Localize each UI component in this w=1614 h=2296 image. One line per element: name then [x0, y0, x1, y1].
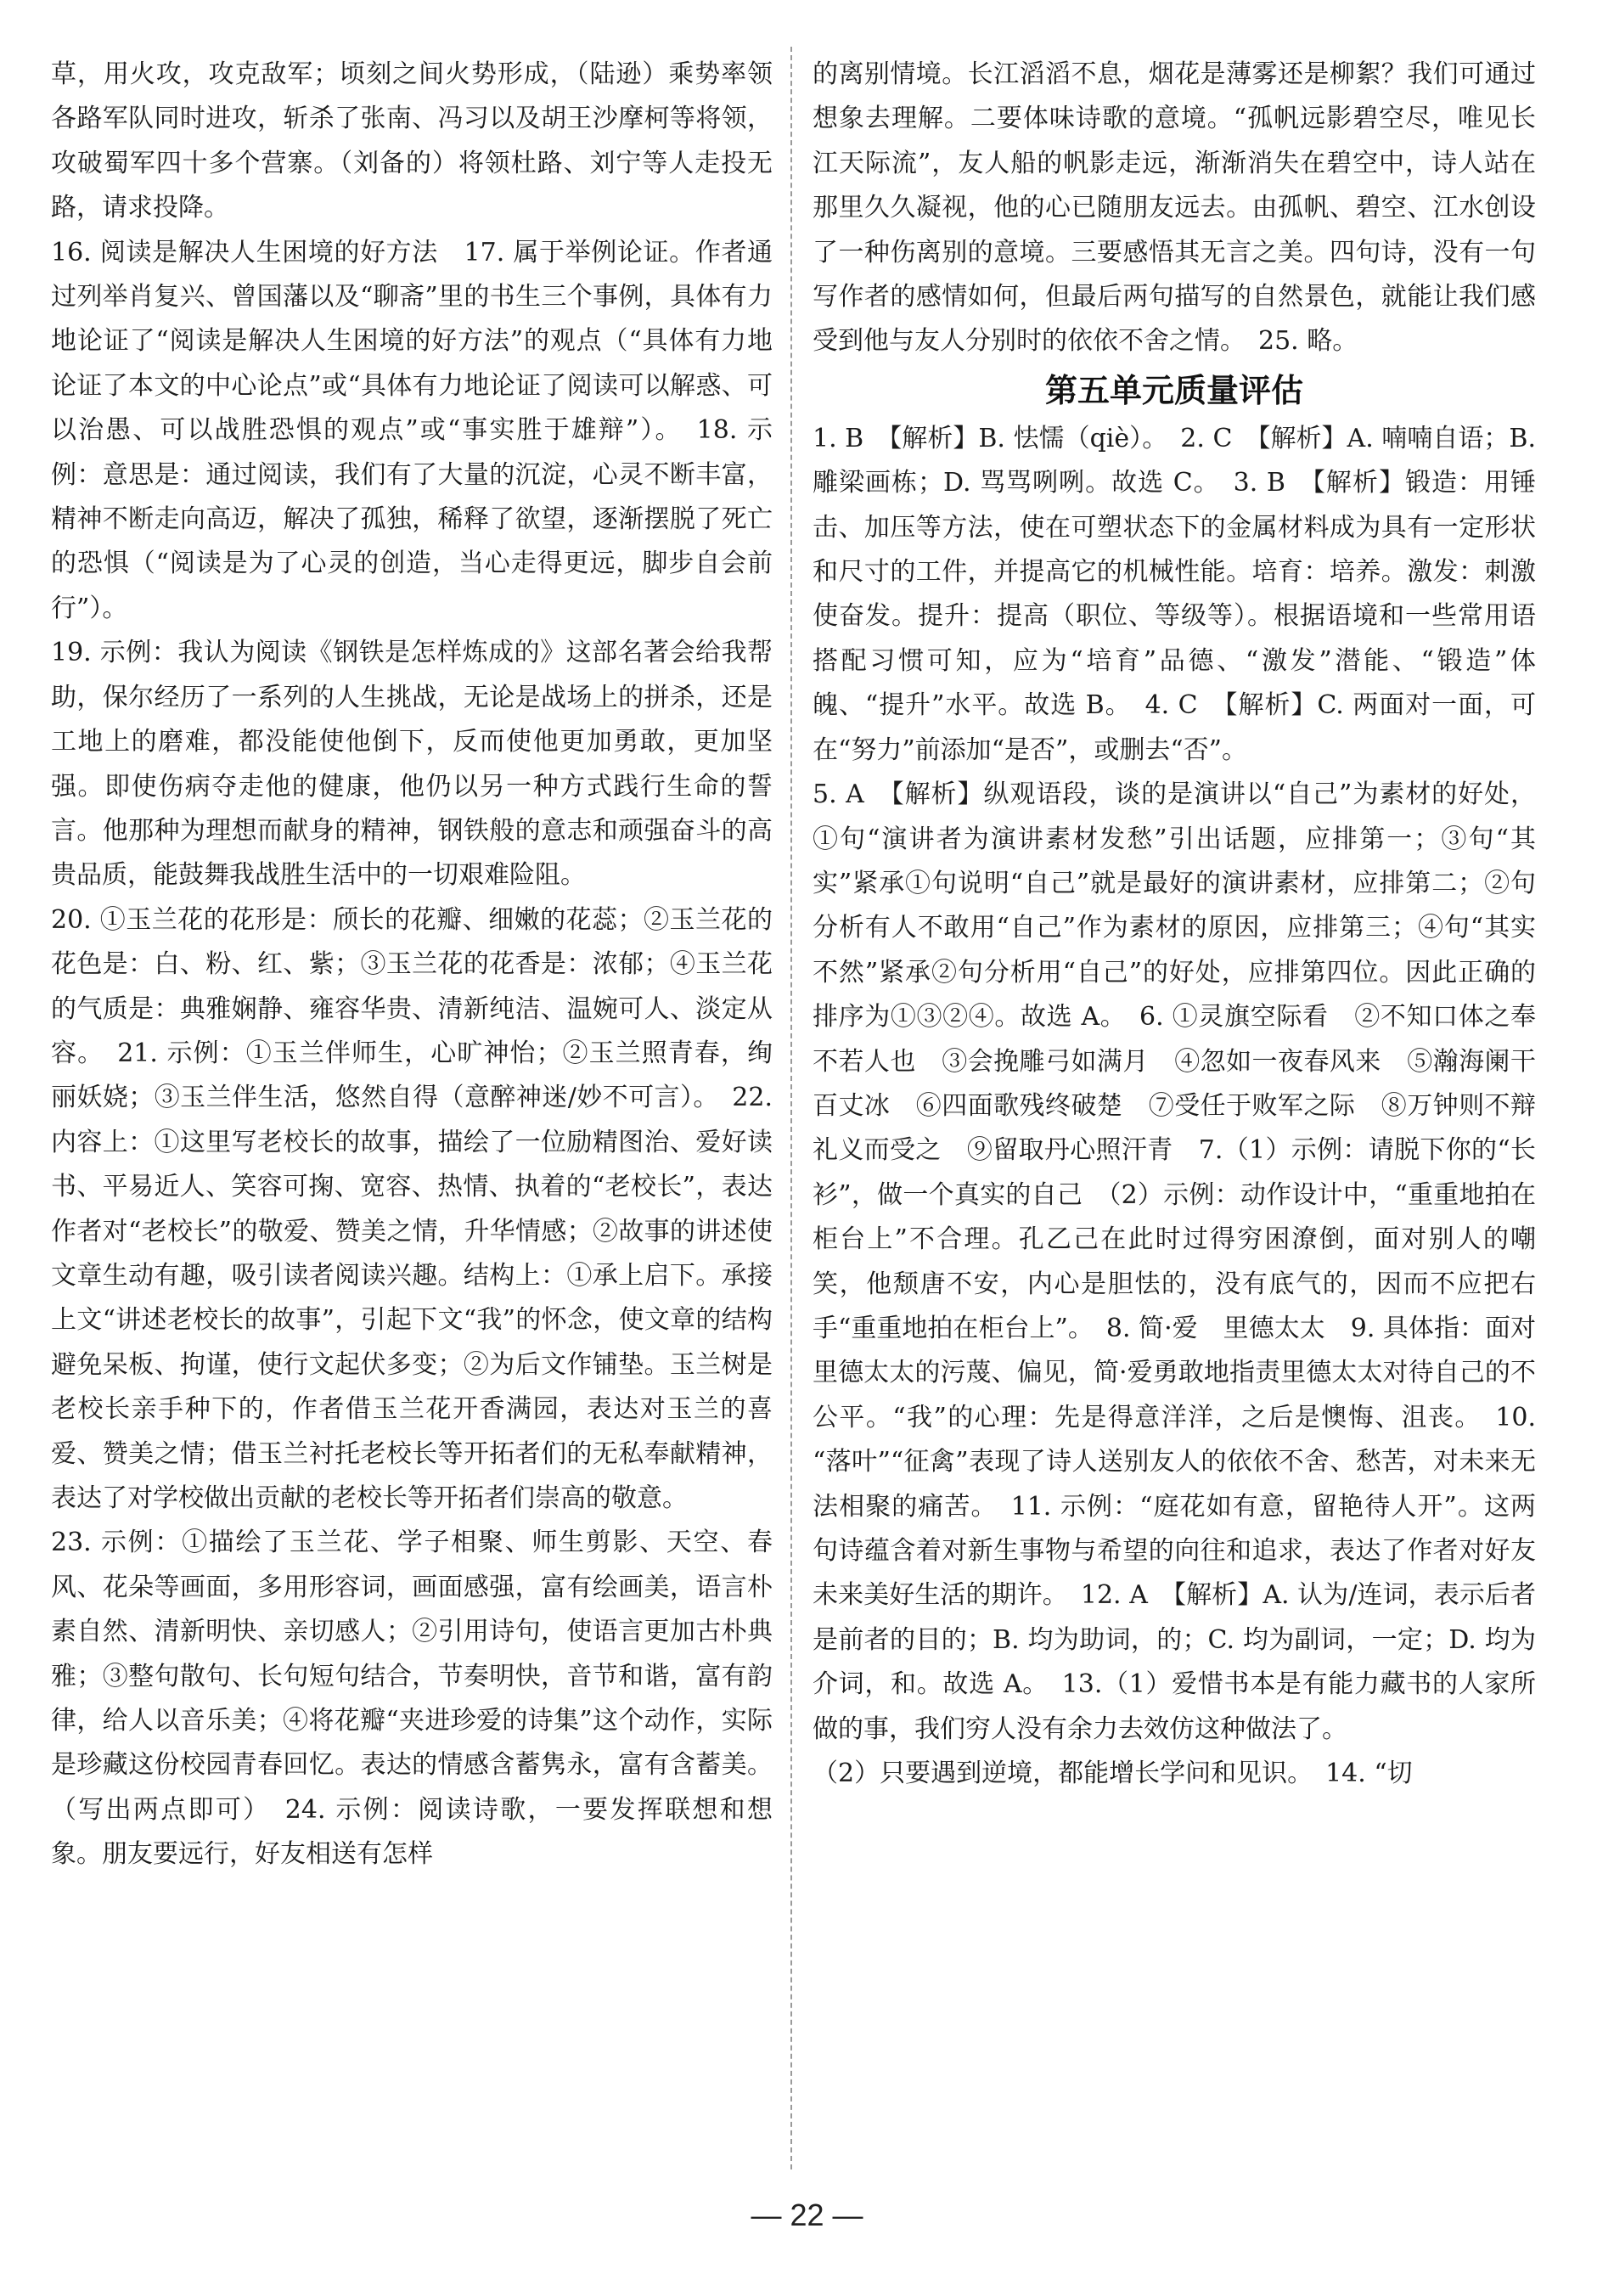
answer-paragraph: 1. B 【解析】B. 怯懦（qiè）。 2. C 【解析】A. 喃喃自语；B. 雕梁画栋；D. 骂骂咧咧。故选 C。 3. B 【解析】锻造：用锤击、加压等方法，使在可塑状态下的金属材料成为具有一定形状和尺寸的工件，并提高它的机械性能。培育：培养。激发：刺激使奋发。提升：提高（职位、等级等）。根据语境和一些常用语搭配习惯可知，应为“培育”品德、“激发”潜能、“锻造”体魄、“提升”水平。故选 B。 4. C 【解析】C. 两面对一面，可在“努力”前添加“是否”，或删去“否”。 [813, 423, 1536, 765]
answer-paragraph: 5. A 【解析】纵观语段，谈的是演讲以“自己”为素材的好处，①句“演讲者为演讲素材发愁”引出话题，应排第一；③句“其实”紧承①句说明“自己”就是最好的演讲素材，应排第二；②句分析有人不敢用“自己”作为素材的原因，应排第三；④句“其实不然”紧承②句分析用“自己”的好处，应排第四位。因此正确的排序为①③②④。故选 A。 6. ①灵旗空际看 ②不知口体之奉不若人也 ③会挽雕弓如满月 ④忽如一夜春风来 ⑤瀚海阑干百丈冰 ⑥四面歌残终破楚 ⑦受任于败军之际 ⑧万钟则不辩礼义而受之 ⑨留取丹心照汗青 7.（1）示例：请脱下你的“长衫”，做一个真实的自己 （2）示例：动作设计中，“重重地拍在柜台上”不合理。孔乙己在此时过得穷困潦倒，面对别人的嘲笑，他颓唐不安，内心是胆怯的，没有底气的，因而不应把右手“重重地拍在柜台上”。 8. 简·爱 里德太太 9. 具体指：面对里德太太的污蔑、偏见，简·爱勇敢地指责里德太太对待自己的不公平。“我”的心理：先是得意洋洋，之后是懊悔、沮丧。 10. “落叶”“征禽”表现了诗人送别友人的依依不舍、愁苦，对未来无法相聚的痛苦。 11. 示例：“庭花如有意，留艳待人开”。这两句诗蕴含着对新生事物与希望的向往和追求，表达了作者对好友未来美好生活的期许。 12. A 【解析】A. 认为/连词，表示后者是前者的目的；B. 均为助词，的；C. 均为副词，一定；D. 均为介词，和。故选 A。 13.（1）爱惜书本是有能力藏书的人家所做的事，我们穷人没有余力去效仿这种做法了。 [813, 779, 1536, 1744]
answer-paragraph: 19. 示例：我认为阅读《钢铁是怎样炼成的》这部名著会给我帮助，保尔经历了一系列的人生挑战，无论是战场上的拼杀，还是工地上的磨难，都没能使他倒下，反而使他更加勇敢，更加坚强。即使伤病夺走他的健康，他仍以另一种方式践行生命的誓言。他那种为理想而献身的精神，钢铁般的意志和顽强奋斗的高贵品质，能鼓舞我战胜生活中的一切艰难险阻。 [51, 638, 773, 891]
answer-paragraph: 20. ①玉兰花的花形是：颀长的花瓣、细嫩的花蕊；②玉兰花的花色是：白、粉、红、紫；③玉兰花的花香是：浓郁；④玉兰花的气质是：典雅娴静、雍容华贵、清新纯洁、温婉可人、淡定从容。 21. 示例：①玉兰伴师生，心旷神怡；②玉兰照青春，绚丽妖娆；③玉兰伴生活，悠然自得（意醉神迷/妙不可言）。 22. 内容上：①这里写老校长的故事，描绘了一位励精图治、爱好读书、平易近人、笑容可掬、宽容、热情、执着的“老校长”，表达作者对“老校长”的敬爱、赞美之情，升华情感；②故事的讲述使文章生动有趣，吸引读者阅读兴趣。结构上：①承上启下。承接上文“讲述老校长的故事”，引起下文“我”的怀念，使文章的结构避免呆板、拘谨，使行文起伏多变；②为后文作铺垫。玉兰树是老校长亲手种下的，作者借玉兰花开香满园，表达对玉兰的喜爱、赞美之情；借玉兰衬托老校长等开拓者们的无私奉献精神，表达了对学校做出贡献的老校长等开拓者们崇高的敬意。 [51, 904, 773, 1513]
answer-paragraph: 23. 示例：①描绘了玉兰花、学子相聚、师生剪影、天空、春风、花朵等画面，多用形容词，画面感强，富有绘画美，语言朴素自然、清新明快、亲切感人；②引用诗句，使语言更加古朴典雅；③整句散句、长句短句结合，节奏明快，音节和谐，富有韵律，给人以音乐美；④将花瓣“夹进珍爱的诗集”这个动作，实际是珍藏这份校园青春回忆。表达的情感含蓄隽永，富有含蓄美。（写出两点即可） 24. 示例：阅读诗歌，一要发挥联想和想象。朋友要远行，好友相送有怎样 [51, 1528, 773, 1870]
page-number: — 22 — [751, 2198, 863, 2232]
column-divider [790, 47, 792, 2169]
left-column [51, 53, 773, 1877]
answer-paragraph: 16. 阅读是解决人生困境的好方法 17. 属于举例论证。作者通过列举肖复兴、曾国藩以及“聊斋”里的书生三个事例，具体有力地论证了“阅读是解决人生困境的好方法”的观点（“具体有力地论证了本文的中心论点”或“具体有力地论证了阅读可以解惑、可以治愚、可以战胜恐惧的观点”或“事实胜于雄辩”）。 18. 示例：意思是：通过阅读，我们有了大量的沉淀，心灵不断丰富，精神不断走向高迈，解决了孤独，稀释了欲望，逐渐摆脱了死亡的恐惧（“阅读是为了心灵的创造，当心走得更远，脚步自会前行”）。 [51, 237, 773, 623]
section-title: 第五单元质量评估 [1044, 371, 1303, 409]
answer-paragraph: 的离别情境。长江滔滔不息，烟花是薄雾还是柳絮？我们可通过想象去理解。二要体味诗歌的意境。“孤帆远影碧空尽，唯见长江天际流”，友人船的帆影走远，渐渐消失在碧空中，诗人站在那里久久凝视，他的心已随朋友远去。由孤帆、碧空、江水创设了一种伤离别的意境。三要感悟其无言之美。四句诗，没有一句写作者的感情如何，但最后两句描写的自然景色，就能让我们感受到他与友人分别时的依依不舍之情。 25. 略。 [813, 59, 1536, 357]
right-column [813, 53, 1536, 1796]
answer-paragraph: 草，用火攻，攻克敌军；顷刻之间火势形成，（陆逊）乘势率领各路军队同时进攻，斩杀了张南、冯习以及胡王沙摩柯等将领，攻破蜀军四十多个营寨。（刘备的）将领杜路、刘宁等人走投无路，请求投降。 [51, 59, 773, 223]
answer-paragraph: （2）只要遇到逆境，都能增长学问和见识。 14. “切 [813, 1759, 1413, 1789]
